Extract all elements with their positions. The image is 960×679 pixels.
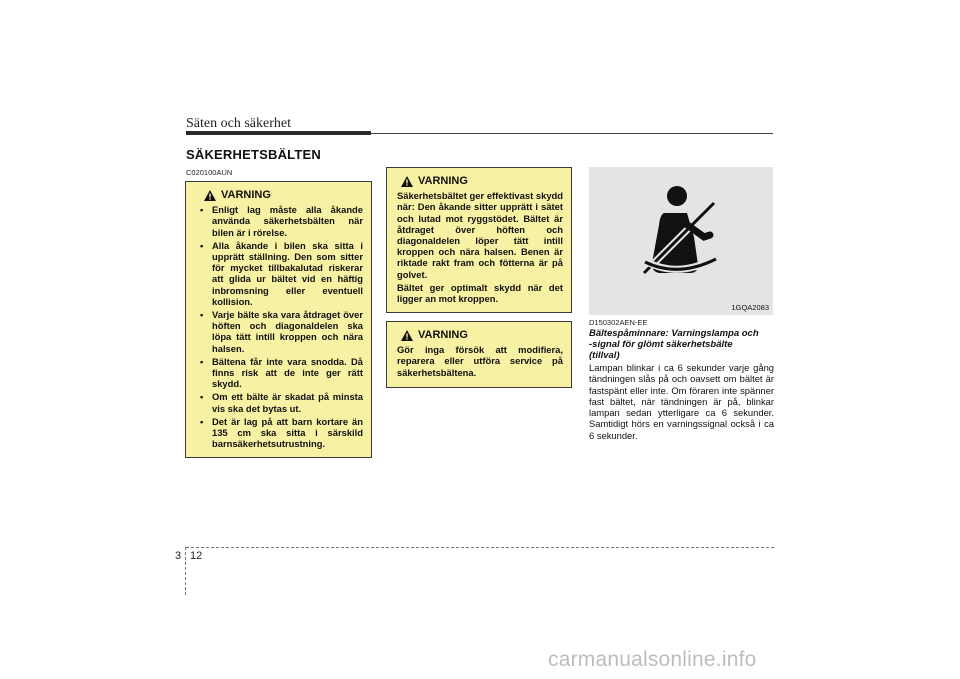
reminder-code: D150302AEN-EE (589, 318, 648, 327)
watermark: carmanualsonline.info (548, 648, 757, 671)
list-item: • Det är lag på att barn kortare än 135 cm ska sitta i särskild barnsäkerhetsutrustning. (196, 416, 363, 450)
figure-code: 1GQA2083 (731, 303, 769, 312)
warning-title: VARNING (418, 329, 468, 341)
header-rule-thin (371, 133, 773, 134)
warning-paragraph: Säkerhetsbältet ger effektivast skydd när: Den åkande sitter upprätt i sätet och lutad mot ryggstödet. Bältet är åtdraget över höften och diagonaldelen löper tätt intill kroppen och nära halsen. Benen är riktade rakt fram och fötterna är på golvet. (397, 190, 563, 280)
footer-vertical-rule (185, 547, 186, 595)
footer-rule (186, 547, 774, 548)
warning-triangle-icon (401, 176, 413, 187)
warning-triangle-icon (401, 330, 413, 341)
reminder-body: Lampan blinkar i ca 6 sekunder varje gång tändningen slås på och oavsett om bältet är fastspänt eller inte. Om föraren inte spänner fast bältet, när tändningen är på, blinkar lampan sedan ytterligare ca 6 sekunder. Samtidigt hörs en varningssignal också i ca 6 sekunder. (589, 362, 774, 441)
list-item: • Alla åkande i bilen ska sitta i upprätt ställning. Den som sitter för mycket tillbakalutad riskerar att glida ur bältet vid en häftig inbromsning eller eventuell kollision. (196, 240, 363, 307)
warning-box-effective-protection (386, 167, 572, 313)
header-rule-thick (186, 131, 371, 135)
warning-box-modification (386, 321, 572, 388)
page-number: 12 (190, 550, 203, 562)
warning-title: VARNING (418, 175, 468, 187)
list-item: • Om ett bälte är skadat på minsta vis ska det bytas ut. (196, 391, 363, 413)
warning-paragraph: Bältet ger optimalt skydd när det ligger an mot kroppen. (397, 281, 563, 305)
warning-title: VARNING (221, 189, 271, 201)
list-item: • Bältena får inte vara snodda. Då finns risk att de inte ger rätt skydd. (196, 356, 363, 390)
warning-list (196, 204, 363, 449)
list-item: • Varje bälte ska vara åtdraget över höften och diagonaldelen ska löpa tätt intill kroppen och nära halsen. (196, 309, 363, 354)
reminder-heading: Bältespåminnare: Varningslampa och -signal för glömt säkerhetsbälte (tillval) (589, 328, 759, 361)
chapter-number: 3 (175, 550, 182, 562)
seatbelt-figure (589, 167, 773, 315)
list-item: • Enligt lag måste alla åkande använda säkerhetsbälten när bilen är i rörelse. (196, 204, 363, 238)
section-code: C020100AUN (186, 168, 233, 177)
chapter-header-title: Säten och säkerhet (186, 116, 291, 131)
warning-paragraph: Gör inga försök att modifiera, reparera eller utföra service på säkerhetsbältena. (397, 344, 563, 378)
warning-header (196, 190, 363, 201)
warning-box-general (185, 181, 372, 458)
warning-header (397, 330, 563, 341)
warning-header (397, 176, 563, 187)
seatbelt-warning-icon (642, 185, 724, 287)
section-title: SÄKERHETSBÄLTEN (186, 147, 321, 162)
warning-triangle-icon (204, 190, 216, 201)
